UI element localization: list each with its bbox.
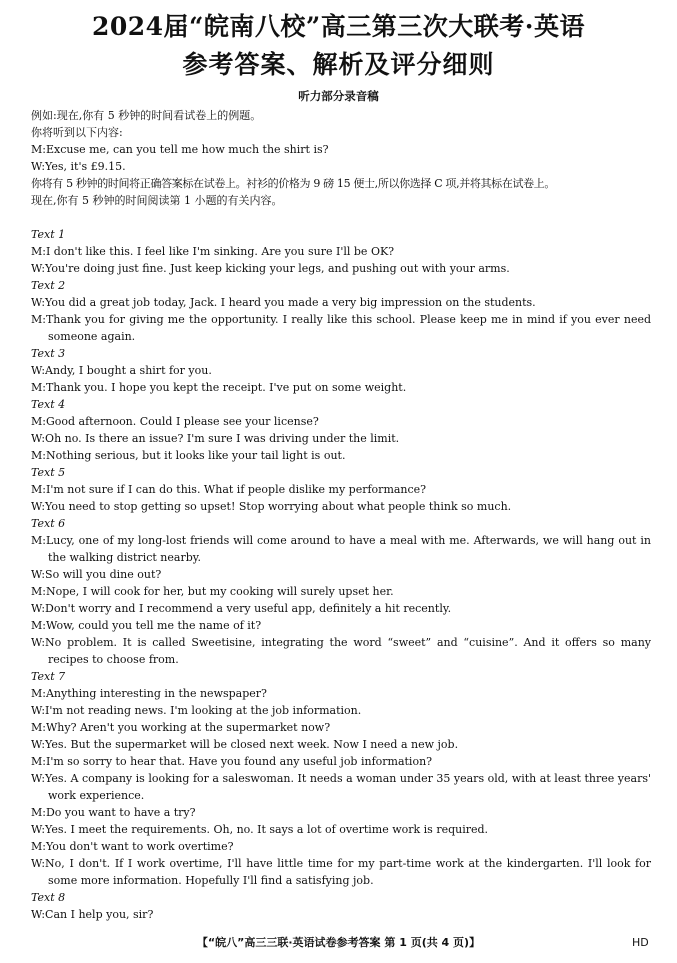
dialogue-line: M:Thank you for giving me the opportunity. I really like this school. Please keep me in mind if you ever need someone again. (31, 313, 651, 343)
footer-code: HD (632, 936, 649, 949)
intro-line: 你将听到以下内容: (31, 126, 123, 139)
text-label: Text 4 (31, 398, 66, 411)
text-label: Text 1 (31, 228, 66, 241)
text-label: Text 7 (31, 670, 66, 683)
text-label: Text 5 (31, 466, 66, 479)
dialogue-line: W:You did a great job today, Jack. I heard you made a very big impression on the students. (31, 296, 536, 309)
intro-line: 现在,你有 5 秒钟的时间阅读第 1 小题的有关内容。 (31, 194, 283, 207)
dialogue-line: W:No problem. It is called Sweetisine, integrating the word “sweet” and “cuisine”. And it offers so many recipes to choose from. (31, 636, 651, 666)
section-heading: 听力部分录音稿 (298, 89, 379, 103)
dialogue-line: M:Nothing serious, but it looks like your tail light is out. (31, 449, 346, 462)
dialogue-line: M:Thank you. I hope you kept the receipt. I've put on some weight. (31, 381, 407, 394)
text-label: Text 8 (31, 891, 66, 904)
intro-line: M:Excuse me, can you tell me how much the shirt is? (31, 143, 329, 156)
dialogue-line: M:I'm so sorry to hear that. Have you found any useful job information? (31, 755, 433, 768)
dialogue-line: W:Yes. A company is looking for a saleswoman. It needs a woman under 35 years old, with at least three years' work experience. (31, 772, 651, 802)
transcript-body (31, 107, 651, 923)
dialogue-line: W:No, I don't. If I work overtime, I'll have little time for my part-time work at the kindergarten. I'll look for some more information. Hopefully I'll find a satisfying job. (31, 857, 651, 887)
dialogue-line: W:Don't worry and I recommend a very useful app, definitely a hit recently. (31, 602, 452, 615)
text-label: Text 6 (31, 517, 66, 530)
dialogue-line: M:I'm not sure if I can do this. What if people dislike my performance? (31, 483, 427, 496)
dialogue-line: W:Oh no. Is there an issue? I'm sure I was driving under the limit. (31, 432, 400, 445)
text-label: Text 2 (31, 279, 66, 292)
intro-line: 你将有 5 秒钟的时间将正确答案标在试卷上。衬衫的价格为 9 磅 15 便士,所以你选择 C 项,并将其标在试卷上。 (31, 177, 556, 190)
dialogue-line: M:You don't want to work overtime? (31, 840, 234, 853)
dialogue-line: W:You need to stop getting so upset! Stop worrying about what people think so much. (31, 500, 512, 513)
dialogue-line: W:I'm not reading news. I'm looking at the job information. (31, 704, 362, 717)
dialogue-line: W:Yes. But the supermarket will be closed next week. Now I need a new job. (31, 738, 459, 751)
intro-line: 例如:现在,你有 5 秒钟的时间看试卷上的例题。 (31, 109, 262, 122)
dialogue-line: W:So will you dine out? (31, 568, 162, 581)
document-title: 2024届“皖南八校”高三第三次大联考·英语 (91, 12, 586, 41)
dialogue-line: M:Do you want to have a try? (31, 806, 196, 819)
dialogue-line: M:Anything interesting in the newspaper? (31, 687, 267, 700)
dialogue-line: M:I don't like this. I feel like I'm sinking. Are you sure I'll be OK? (31, 245, 395, 258)
dialogue-line: M:Good afternoon. Could I please see your license? (31, 415, 319, 428)
dialogue-line: M:Why? Aren't you working at the supermarket now? (31, 721, 331, 734)
page-footer: 【“皖八”高三三联·英语试卷参考答案 第 1 页(共 4 页)】 (196, 936, 481, 949)
dialogue-line: W:Yes. I meet the requirements. Oh, no. It says a lot of overtime work is required. (31, 823, 489, 836)
dialogue-line: M:Lucy, one of my long-lost friends will come around to have a meal with me. Afterwards, we will hang out in the walking district nearby. (31, 534, 651, 564)
dialogue-line: M:Wow, could you tell me the name of it? (31, 619, 262, 632)
intro-line: W:Yes, it's £9.15. (31, 160, 126, 173)
text-label: Text 3 (31, 347, 66, 360)
dialogue-line: M:Nope, I will cook for her, but my cooking will surely upset her. (31, 585, 394, 598)
dialogue-line: W:You're doing just fine. Just keep kicking your legs, and pushing out with your arms. (31, 262, 510, 275)
dialogue-line: W:Andy, I bought a shirt for you. (31, 364, 212, 377)
dialogue-line: W:Can I help you, sir? (31, 908, 154, 921)
document-subtitle-main: 参考答案、解析及评分细则 (182, 50, 495, 79)
